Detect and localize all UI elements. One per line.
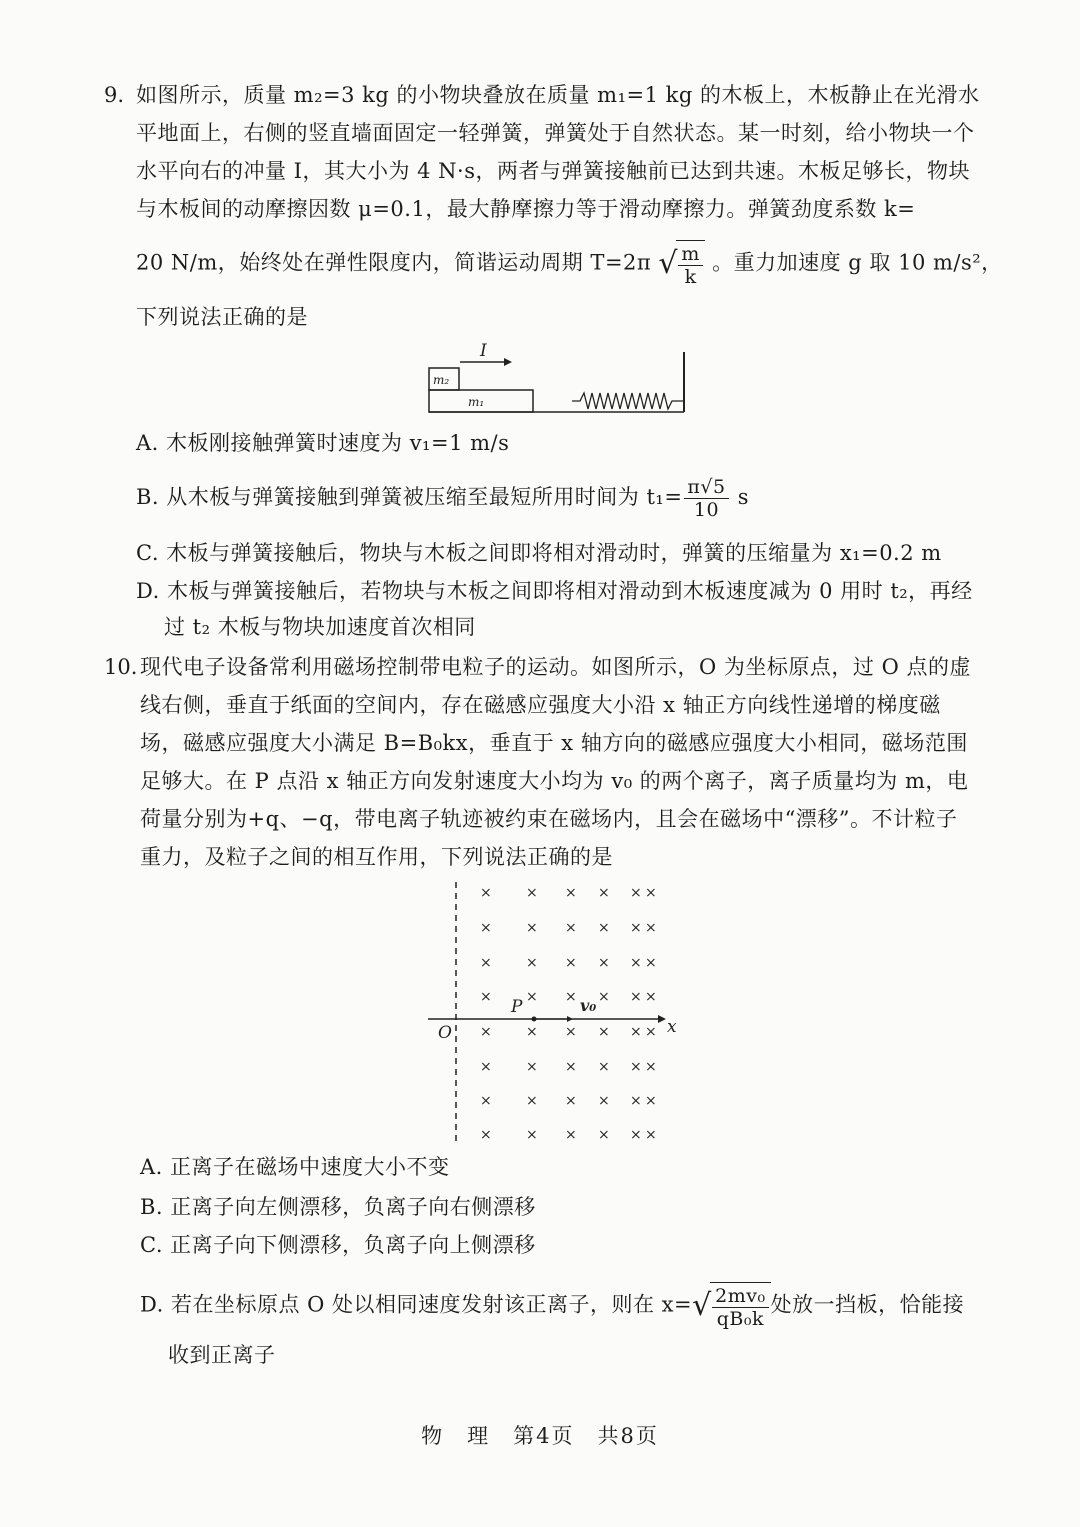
q9-stem-line-6: 下列说法正确的是 xyxy=(136,305,308,329)
field-cross: × xyxy=(565,1024,577,1040)
q10-axis-x-label: x xyxy=(667,1017,677,1037)
field-cross: × xyxy=(565,920,577,936)
q10-velocity-label: v₀ xyxy=(580,996,597,1015)
q9-option-a: A. 木板刚接触弹簧时速度为 v₁=1 m/s xyxy=(136,431,510,455)
q9-option-c: C. 木板与弹簧接触后，物块与木板之间即将相对滑动时，弹簧的压缩量为 x₁=0.2 m xyxy=(136,541,942,565)
field-cross: × xyxy=(526,1093,538,1109)
field-cross: × xyxy=(480,1127,492,1143)
q10-origin-label: O xyxy=(438,1023,452,1043)
q10-stem-line-3: 场，磁感应强度大小满足 B=B₀kx，垂直于 x 轴方向的磁感应强度大小相同，磁场范围 xyxy=(140,731,968,755)
q10-number: 10. xyxy=(104,655,138,679)
field-cross: × xyxy=(598,885,610,901)
q9-period-sqrt: √ $\frac{m}{k}$ xyxy=(658,240,705,288)
field-cross: × xyxy=(526,955,538,971)
q9-option-b xyxy=(136,476,749,521)
q10-stem-line-1: 现代电子设备常利用磁场控制带电粒子的运动。如图所示，O 为坐标原点，过 O 点的虚 xyxy=(140,655,971,679)
field-cross: × xyxy=(598,1127,610,1143)
field-cross: × xyxy=(480,1093,492,1109)
field-cross: × xyxy=(480,1024,492,1040)
field-cross: × xyxy=(630,920,642,936)
q9-stem-line-4: 与木板间的动摩擦因数 μ=0.1，最大静摩擦力等于滑动摩擦力。弹簧劲度系数 k= xyxy=(136,197,916,221)
q9-number: 9. xyxy=(104,83,125,107)
field-cross: × xyxy=(480,955,492,971)
field-cross: × xyxy=(565,989,577,1005)
q9-sqrt-denominator: k xyxy=(684,266,697,288)
field-cross: × xyxy=(645,885,657,901)
field-cross: × xyxy=(565,1127,577,1143)
q9-m2-label: m₂ xyxy=(433,373,450,387)
field-cross: × xyxy=(565,1059,577,1075)
q10-stem-line-4: 足够大。在 P 点沿 x 轴正方向发射速度大小均为 v₀ 的两个离子，离子质量均为 m，电 xyxy=(140,769,969,793)
field-cross: × xyxy=(565,1093,577,1109)
field-cross: × xyxy=(630,989,642,1005)
q10-point-p-label: P xyxy=(511,997,523,1017)
field-cross: × xyxy=(630,1024,642,1040)
q10-option-d-line-1 xyxy=(140,1282,964,1330)
q10-magnetic-field-crosses xyxy=(480,885,657,1143)
q9-line5-text: 20 N/m，始终处在弹性限度内，简谐运动周期 T=2π xyxy=(136,250,652,275)
field-cross: × xyxy=(645,989,657,1005)
field-cross: × xyxy=(645,1093,657,1109)
field-cross: × xyxy=(630,1093,642,1109)
field-cross: × xyxy=(526,885,538,901)
q10-stem-line-2: 线右侧，垂直于纸面的空间内，存在磁感应强度大小沿 x 轴正方向线性递增的梯度磁 xyxy=(140,693,941,717)
field-cross: × xyxy=(526,1059,538,1075)
field-cross: × xyxy=(598,955,610,971)
field-cross: × xyxy=(480,920,492,936)
q9-diagram xyxy=(420,338,690,418)
field-cross: × xyxy=(565,955,577,971)
q9-option-b-numerator: π√5 xyxy=(684,476,728,499)
field-cross: × xyxy=(526,1127,538,1143)
q10-option-c: C. 正离子向下侧漂移，负离子向上侧漂移 xyxy=(140,1233,536,1257)
field-cross: × xyxy=(630,955,642,971)
field-cross: × xyxy=(526,1024,538,1040)
q9-option-b-text: B. 从木板与弹簧接触到弹簧被压缩至最短所用时间为 t₁= xyxy=(136,485,683,509)
q10-option-d-denominator: qB₀k xyxy=(716,1308,764,1330)
field-cross: × xyxy=(645,955,657,971)
q10-option-a: A. 正离子在磁场中速度大小不变 xyxy=(140,1155,450,1179)
field-cross: × xyxy=(480,885,492,901)
field-cross: × xyxy=(598,1024,610,1040)
q10-diagram xyxy=(420,880,690,1145)
field-cross: × xyxy=(598,1093,610,1109)
field-cross: × xyxy=(526,920,538,936)
field-cross: × xyxy=(598,989,610,1005)
field-cross: × xyxy=(630,1127,642,1143)
q9-line5-tail: 。重力加速度 g 取 10 m/s²， xyxy=(712,250,1003,275)
q9-sqrt-numerator: m xyxy=(678,243,703,266)
q9-stem-line-5 xyxy=(136,240,1003,288)
q10-option-d-sqrt: √ $\frac{\text{2mv₀}}{\text{qB₀k}}$ xyxy=(692,1282,770,1330)
q10-stem-line-6: 重力，及粒子之间的相互作用，下列说法正确的是 xyxy=(140,845,613,869)
q9-m1-label: m₁ xyxy=(468,395,485,409)
q9-spring xyxy=(572,393,684,409)
q9-stem-line-3: 水平向右的冲量 I，其大小为 4 N·s，两者与弹簧接触前已达到共速。木板足够长，物块 xyxy=(136,159,971,183)
q9-option-d-line-2: 过 t₂ 木板与物块加速度首次相同 xyxy=(164,615,476,639)
field-cross: × xyxy=(480,1059,492,1075)
field-cross: × xyxy=(645,920,657,936)
q10-option-d-numerator: 2mv₀ xyxy=(712,1285,768,1308)
q9-stem-line-2: 平地面上，右侧的竖直墙面固定一轻弹簧，弹簧处于自然状态。某一时刻，给小物块一个 xyxy=(136,121,975,145)
q10-stem-line-5: 荷量分别为+q、−q，带电离子轨迹被约束在磁场内，且会在磁场中“漂移”。不计粒子 xyxy=(140,807,958,831)
field-cross: × xyxy=(480,989,492,1005)
q10-option-d-text: D. 若在坐标原点 O 处以相同速度发射该正离子，则在 x= xyxy=(140,1292,693,1317)
field-cross: × xyxy=(645,1024,657,1040)
q10-option-d-tail: 处放一挡板，恰能接 xyxy=(770,1292,965,1317)
q9-impulse-label: I xyxy=(480,341,487,361)
q9-stem-line-1: 如图所示，质量 m₂=3 kg 的小物块叠放在质量 m₁=1 kg 的木板上，木板静止在光滑水 xyxy=(136,83,980,107)
field-cross: × xyxy=(565,885,577,901)
field-cross: × xyxy=(645,1059,657,1075)
field-cross: × xyxy=(526,989,538,1005)
field-cross: × xyxy=(598,1059,610,1075)
field-cross: × xyxy=(645,1127,657,1143)
page-footer: 物 理 第4页 共8页 xyxy=(421,1424,659,1448)
field-cross: × xyxy=(630,1059,642,1075)
field-cross: × xyxy=(630,885,642,901)
q9-option-b-unit: s xyxy=(730,485,750,509)
field-cross: × xyxy=(598,920,610,936)
q9-option-d-line-1: D. 木板与弹簧接触后，若物块与木板之间即将相对滑动到木板速度减为 0 用时 t₂，再经 xyxy=(136,579,973,603)
q10-option-d-line-2: 收到正离子 xyxy=(168,1343,276,1367)
q9-option-b-denominator: 10 xyxy=(693,499,720,521)
q10-option-b: B. 正离子向左侧漂移，负离子向右侧漂移 xyxy=(140,1195,536,1219)
